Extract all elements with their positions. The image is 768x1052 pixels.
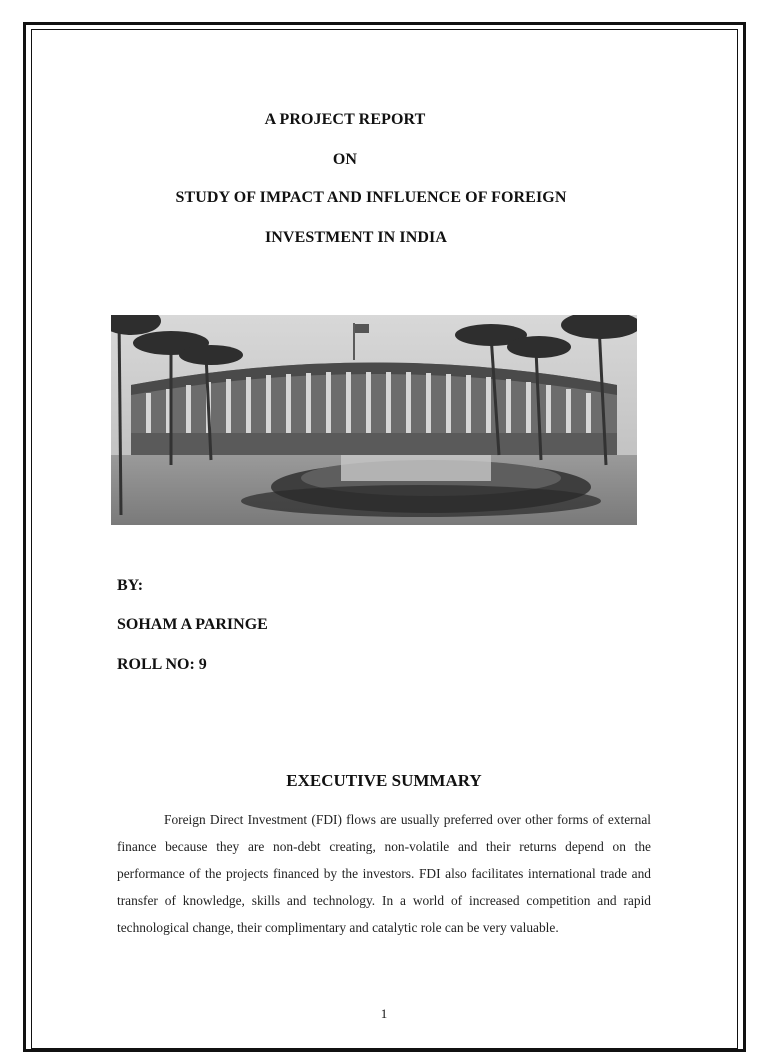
report-type-heading: A PROJECT REPORT [264, 111, 426, 128]
report-title-line-1: STUDY OF IMPACT AND INFLUENCE OF FOREIGN [175, 189, 567, 206]
page-number: 1 [380, 1006, 388, 1021]
executive-summary-body [117, 806, 651, 941]
by-label: BY: [117, 577, 144, 594]
on-heading: ON [332, 151, 358, 168]
report-title-line-2: INVESTMENT IN INDIA [264, 229, 448, 246]
author-name: SOHAM A PARINGE [117, 616, 268, 633]
executive-summary-heading: EXECUTIVE SUMMARY [286, 771, 482, 790]
parliament-building-photo [111, 315, 637, 525]
roll-number: ROLL NO: 9 [117, 656, 207, 673]
summary-paragraph: Foreign Direct Investment (FDI) flows are usually preferred over other forms of external finance because they are non-debt creating, non-volatile and their returns depend on the performance of the projects financed by the investors. FDI also facilitates international trade and transfer of knowledge, skills and technology. In a world of increased competition and rapid technological change, their complimentary and catalytic role can be very valuable. [117, 812, 651, 935]
